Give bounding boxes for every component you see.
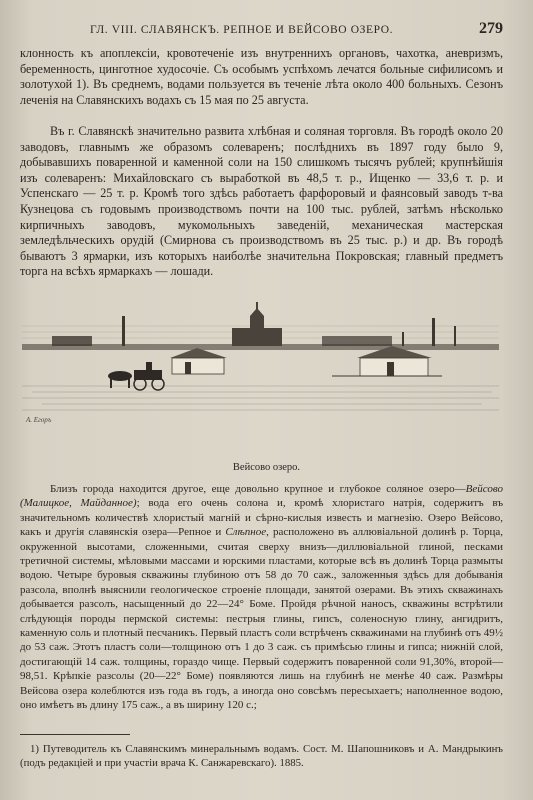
church [232, 302, 282, 346]
page-header [20, 20, 503, 42]
footnote-rule [20, 734, 130, 735]
paragraph-trade: Въ г. Славянскѣ значительно развита хлѣбная и соляная торговля. Въ городѣ около 20 заводовъ, главнымъ же образомъ солеваренъ; послѣднихъ въ 1897 году было 9, добывавшихъ поваренной и каменной соли на 150 слишкомъ тысячъ рублей; крупнѣйшія изъ солеваренъ: Михайловскаго съ выработкой въ 48,5 т. р., Ищенко — 33,6 т. р. и Успенскаго — 25 т. р. Кромѣ того здѣсь работаетъ фарфоровый и фаянсовый заводъ т-ва Кузнецова съ годовымъ производствомъ почти на 100 тыс. рублей, затѣмъ нѣсколько кирпичныхъ заводовъ, мукомольныхъ заведеній, механическая мастерская земледѣльческихъ орудій (Смирнова съ производствомъ въ 25 тыс. р.) и др. Въ городѣ бываютъ 3 ярмарки, изъ которыхъ наиболѣе значительна Покровская; главный предметъ торга на всѣхъ ярмаркахъ — лошади. [20, 124, 503, 279]
engraver-signature: А. Егоръ [26, 416, 52, 424]
paragraph-weisovo-lake [20, 482, 503, 713]
lake-slepnoe-italic: Слѣпное [225, 526, 267, 539]
paragraph-continuation: клонность къ апоплексіи, кровотеченіе изъ внутреннихъ органовъ, чахотка, аневризмъ, беременность, цинготное худосочіе. Съ особымъ успѣхомъ лечатся больные сифилисомъ и золотухой 1). Въ среднемъ, водами пользуется въ теченіе лѣта около 400 больныхъ. Сезонъ леченія на Славянскихъ водахъ съ 15 мая по 25 августа. [20, 46, 503, 107]
footnote: 1) Путеводитель къ Славянскимъ минеральнымъ водамъ. Сост. М. Шапошниковъ и А. Мандрыкинъ (подъ редакціей и при участіи врача К. Санжаревскаго). 1885. [20, 743, 503, 769]
bath-pavilions [170, 346, 442, 376]
lake-water [22, 386, 499, 410]
p3-mid-text: ; вода его очень солона и, кромѣ хлористаго натрія, содержитъ въ значительномъ количествѣ хлористый магній и сѣрно-кислыя известь и магнезію. Озеро Вейсово, какъ и другія славянскія озера—Репное и [20, 497, 504, 539]
lake-illustration [22, 296, 499, 416]
lake-name-italic: Вейсово (Малицкое, Майданное) [20, 483, 503, 510]
p3-start-text: Близъ города находится другое, еще довольно крупное и глубокое соляное озеро— [50, 483, 466, 495]
running-title: ГЛ. VIII. СЛАВЯНСКЪ. РЕПНОЕ И ВЕЙСОВО ОЗЕРО. [90, 24, 394, 36]
page-number: 279 [479, 20, 503, 37]
p3-rest-text: , расположено въ аллювіальной долинѣ р. Торца, окруженной высотами, сложенными, считая сверху внизъ—диллювіальной глиной, песками третичной системы, мѣловыми массами и юрскими пластами, которые всѣ въ долинѣ Торца размыты водою. Четыре буровыя скважины глубиною отъ 58 до 70 саж., заложенныя здѣсь для добыванія разсола, вполнѣ выяснили геологическое строеніе площади, занятой озерами. Въ этихъ скважинахъ добывается разсолъ, насыщенный до 22—24° Боме. Пройдя рѣчной наносъ, скважины встрѣтили слѣдующія породы пермской системы: пестрыя глины, гипсъ, соленосную глину, ангидритъ, каменную соль и плотный песчаникъ. Первый пластъ соли встрѣченъ скважинами на глубинѣ отъ 49½ до 53 саж. Этотъ пластъ соли—толщиною отъ 1 до 3 саж. съ примѣсью глины и гипса; нижній слой, достигающій 14 саж. толщины, гораздо чище. Первый содержитъ поваренной соли 91,30%, второй—98,51. Крѣпкіе разсолы (20—22° Боме) появляются лишь на глубинѣ не менѣе 40 саж. Размѣры Вейсова озера колеблются изъ года въ годъ, а иногда оно совсѣмъ пересыхаетъ; наполненное водою, оно имѣетъ въ длину 175 саж., а въ ширину 120 с.; [20, 526, 503, 712]
figure-caption: Вейсово озеро. [232, 462, 301, 473]
